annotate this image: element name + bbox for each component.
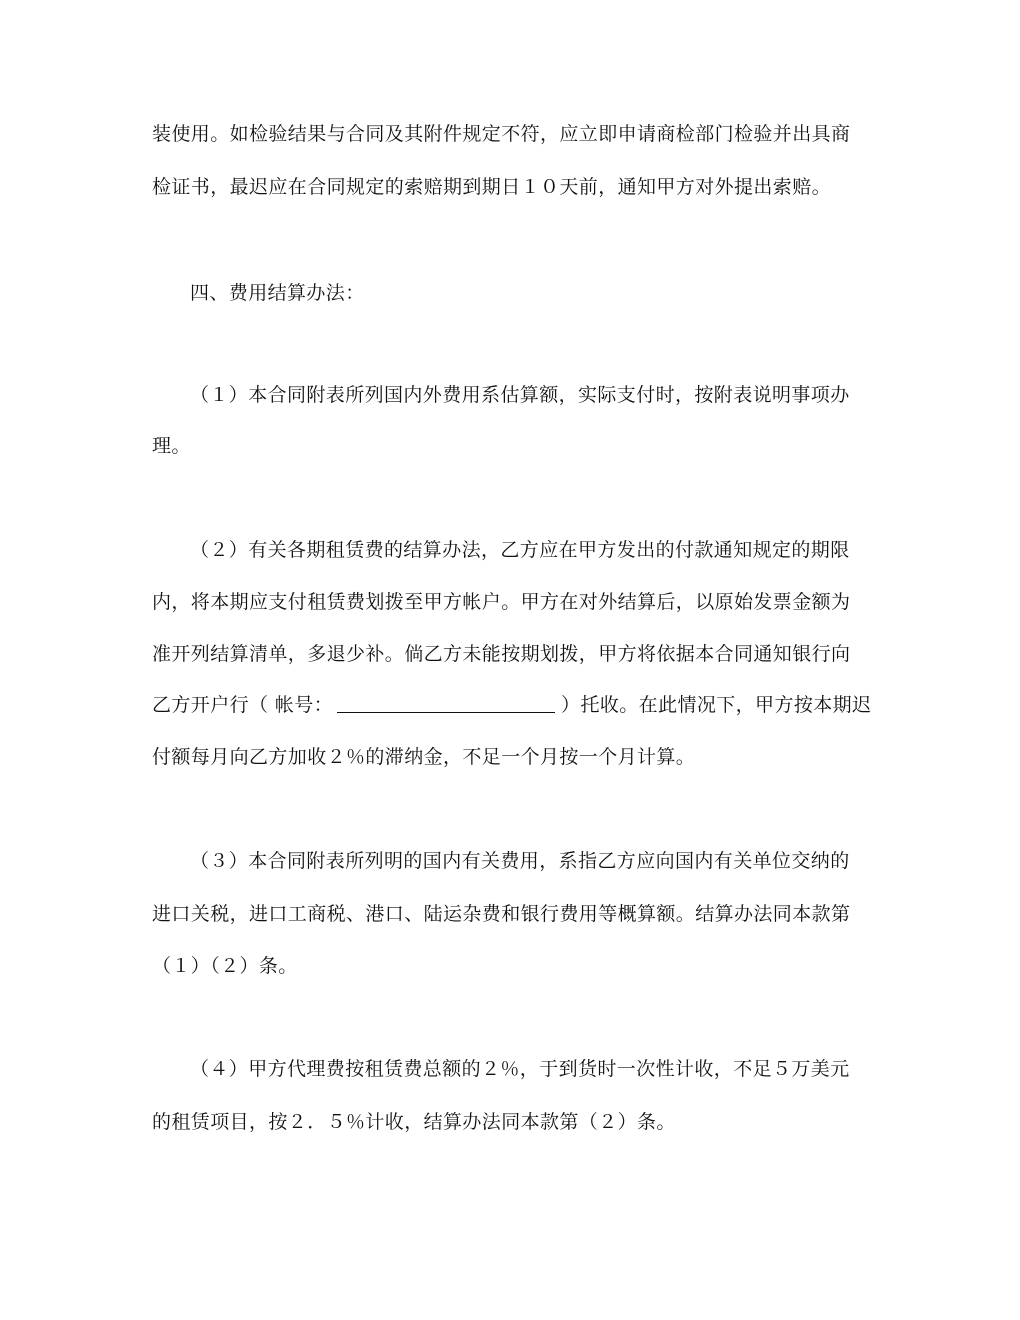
text-line: 理。: [152, 435, 191, 457]
text-line: 检证书，最迟应在合同规定的索赔期到期日１０天前，通知甲方对外提出索赔。: [152, 176, 832, 198]
text-line: （１）本合同附表所列国内外费用系估算额，实际支付时，按附表说明事项办: [190, 384, 850, 406]
text-line: （３）本合同附表所列明的国内有关费用，系指乙方应向国内有关单位交纳的: [190, 850, 850, 872]
text-line: （１）（２）条。: [152, 955, 298, 977]
text-line: 付额每月向乙方加收２％的滞纳金，不足一个月按一个月计算。: [152, 746, 696, 768]
text-line: 的租赁项目，按２．５％计收，结算办法同本款第（２）条。: [152, 1111, 676, 1133]
text-line: （２）有关各期租赁费的结算办法，乙方应在甲方发出的付款通知规定的期限: [190, 539, 850, 561]
text-line: 内，将本期应支付租赁费划拨至甲方帐户。甲方在对外结算后，以原始发票金额为: [152, 591, 851, 613]
account-line-before: 乙方开户行（ 帐号：: [152, 694, 334, 716]
text-line: （４）甲方代理费按租赁费总额的２％，于到货时一次性计收，不足５万美元: [190, 1058, 850, 1080]
account-line-after: ）托收。在此情况下，甲方按本期迟: [561, 694, 872, 716]
text-line: 进口关税，进口工商税、港口、陆运杂费和银行费用等概算额。结算办法同本款第: [152, 903, 851, 925]
account-line: [152, 693, 871, 717]
account-number-blank: [337, 694, 555, 713]
text-line: 准开列结算清单，多退少补。倘乙方未能按期划拨，甲方将依据本合同通知银行向: [152, 643, 851, 665]
section-heading: 四、费用结算办法：: [190, 282, 365, 304]
text-line: 装使用。如检验结果与合同及其附件规定不符，应立即申请商检部门检验并出具商: [152, 123, 851, 145]
